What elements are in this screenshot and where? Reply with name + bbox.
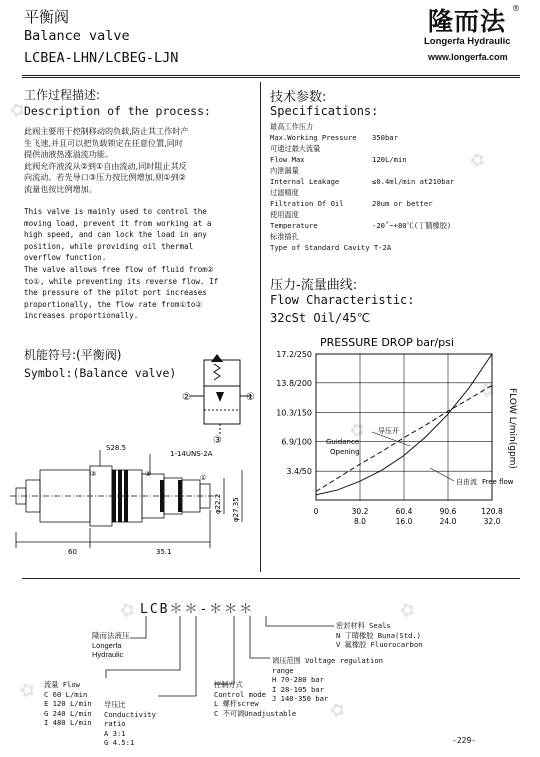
flow-condition: 32cSt Oil/45℃ (270, 311, 371, 325)
title-en: Balance valve (24, 28, 130, 44)
order-control-option: L 螺杆screw (214, 699, 259, 708)
cartridge-drawing (10, 440, 260, 560)
spec-cn: 过滤精度 (270, 188, 299, 197)
order-brand-cn: 隆而法液压 (92, 631, 130, 640)
process-line: 向流动。若先导口③压力按比例增加,则①到② (24, 172, 186, 183)
seal-mark (160, 480, 164, 512)
order-pressure-option: H 70-280 bar (272, 675, 324, 684)
order-seal-title: 密封材料 Seals (336, 621, 391, 630)
annotation-leader (430, 468, 454, 481)
brand-reg: ® (512, 4, 520, 13)
website: www.longerfa.com (428, 52, 508, 62)
x-tick-label: 120.8 (481, 507, 503, 516)
process-line: to①, while preventing its reverse flow. If (24, 276, 219, 286)
model-code: LCBEA-LHN/LCBEG-LJN (24, 50, 179, 66)
spec-cn: 使用温度 (270, 210, 299, 219)
order-ratio-title-cn: 导压比 (104, 700, 126, 709)
watermark-logo: ✿ (396, 598, 419, 623)
process-line: position, while providing oil thermal (24, 241, 194, 251)
page-number: -229- (452, 736, 477, 745)
order-brand (92, 631, 130, 660)
order-ratio (104, 700, 156, 748)
order-flow-option: G 240 L/min (44, 708, 92, 718)
order-flow-title: 流量 Flow (44, 680, 81, 689)
title-cn: 平衡阀 (24, 8, 70, 26)
process-line: moving load, prevent it from working at a (24, 218, 212, 228)
arrow-icon (211, 354, 223, 362)
x-tick-label: 0 (313, 507, 319, 516)
tree-line (250, 616, 270, 658)
hex-label: S28.5 (106, 444, 127, 452)
x-tick-label-gpm: 16.0 (395, 517, 413, 526)
order-ratio-title-en2: ratio (104, 719, 126, 728)
x-tick-label-gpm: 24.0 (439, 517, 457, 526)
seal-mark (178, 480, 182, 512)
order-pressure-title: 调压范围 Voltage regulation (272, 656, 383, 665)
brand-cn: 隆而法 (428, 7, 507, 36)
port-1-label: ① (246, 392, 255, 403)
flow-chart (260, 328, 530, 538)
order-pressure (272, 656, 383, 704)
order-seals (336, 621, 422, 650)
x-tick-label: 30.2 (351, 507, 369, 516)
order-code: LCB＊＊-＊＊＊ (140, 602, 255, 617)
tree-line (130, 616, 146, 638)
tree-line (266, 616, 334, 626)
order-brand-en1: Longerfa (92, 640, 122, 650)
process-line: 提供油液热涨溢流功能。 (24, 149, 114, 160)
spec-value: ≤0.4ml/min at210bar (372, 177, 455, 186)
spec-cn: 可通过最大流量 (270, 144, 321, 153)
annotation-free-en: Free flow (482, 478, 514, 486)
process-text-cn (24, 126, 246, 196)
order-flow-option: I 480 L/min (44, 718, 92, 727)
annotation-guidance-en2: Opening (330, 448, 360, 456)
spec-value: -20˚~+80℃(丁腈橡胶) (372, 221, 452, 230)
annotation-free-cn: 自由流 (456, 478, 477, 486)
order-brand-en2: Hydraulic (92, 650, 124, 659)
x-tick-label-gpm: 32.0 (483, 517, 501, 526)
order-flow-option: E 120 L/min (44, 699, 92, 708)
process-line: The valve allows free flow of fluid from② (24, 264, 214, 274)
process-line: increases proportionally. (24, 311, 139, 321)
order-pressure-title2: range (272, 665, 294, 675)
process-line: overflow function. (24, 253, 107, 263)
dim-d1: φ22.2 (214, 493, 222, 514)
order-ratio-option: A 3:1 (104, 728, 126, 738)
y-tick-label: 3.4/50 (286, 467, 312, 477)
watermark-logo: ✿ (116, 598, 139, 623)
watermark-logo: ✿ (6, 98, 29, 123)
valve-symbol (180, 350, 260, 445)
x-tick-label-gpm: 8.0 (354, 517, 366, 526)
process-line: high speed, and can lock the load in any (24, 230, 207, 240)
process-line: 此阀允许液流从②到①自由流动,同时阻止其反 (24, 160, 187, 171)
chart-ylabel-right: FLOW L/min(gpm) (507, 388, 517, 469)
dim-d2: φ27.35 (232, 497, 240, 522)
annotation-guidance-cn: 导压开 (378, 427, 399, 435)
specs-title-cn: 技术参数: (270, 90, 327, 105)
x-tick-label: 90.6 (439, 507, 457, 516)
y-tick-label: 10.3/150 (276, 408, 312, 418)
port-2-label: ② (182, 392, 191, 403)
process-line: This valve is mainly used to control the (24, 207, 207, 216)
port-label: ③ (90, 470, 97, 478)
flow-title-en: Flow Characteristic: (270, 293, 415, 307)
x-tick-label: 60.4 (395, 507, 413, 516)
specs-title-en: Specifications: (270, 104, 379, 118)
spec-value: 20um or better (372, 199, 433, 208)
thread-hatch (124, 470, 128, 522)
flow-title-cn: 压力-流量曲线: (270, 278, 358, 293)
spec-cn: 内泄漏量 (270, 166, 299, 175)
order-control-title-en: Control mode (214, 689, 266, 699)
symbol-title-en: Symbol:(Balance valve) (24, 366, 177, 380)
chart-title: PRESSURE DROP bar/psi (320, 336, 454, 349)
port-label: ② (145, 470, 152, 478)
y-tick-label: 17.2/250 (276, 350, 312, 359)
check-icon (216, 392, 224, 402)
spec-en: Internal Leakage (270, 177, 340, 186)
order-control-option: C 不可调Unadjustable (214, 708, 297, 718)
order-control-title-cn: 控制方式 (214, 680, 243, 689)
spec-en: Flow Max (270, 155, 305, 164)
spec-en: Type of Standard Cavity T-2A (270, 243, 392, 252)
thread-hatch (118, 470, 122, 522)
brand-en: Longerfa Hydraulic (424, 36, 511, 47)
process-line: proportionally, the flow rate from①to② (24, 299, 203, 309)
process-line: the pressure of the pilot port increases (24, 288, 207, 298)
thread-hatch (112, 470, 116, 522)
order-divider (22, 578, 520, 579)
process-title-cn: 工作过程描述: (24, 88, 101, 102)
order-seal-option: N 丁睛橡胶 Buna(Std.) (336, 630, 422, 640)
order-pressure-option: J 140-350 bar (272, 694, 329, 703)
watermark-logo: ✿ (476, 378, 499, 403)
process-line: 此阀主要用于控制移动的负载,防止其工作时产 (24, 126, 189, 136)
order-flow-option: C 60 L/min (44, 689, 88, 699)
brand-logo (420, 2, 530, 68)
order-ratio-title-en1: Conductivity (104, 709, 156, 719)
header-divider (22, 75, 520, 76)
spec-en: Temperature (270, 221, 318, 230)
process-line: 生飞速,并且可以把负载锁定在任意位置,同时 (24, 137, 183, 148)
spec-cn: 标准插孔 (270, 232, 299, 241)
process-text-en (24, 206, 246, 322)
annotation-guidance-en: Guidance (326, 438, 360, 446)
watermark-logo: ✿ (16, 678, 39, 703)
dim-len1: 60 (68, 548, 77, 556)
spec-value: 120L/min (372, 155, 407, 164)
port-3-label: ③ (213, 435, 222, 445)
symbol-title-cn: 机能符号:(平衡阀) (24, 348, 122, 362)
tree-line (158, 616, 196, 696)
watermark-logo: ✿ (466, 148, 489, 173)
process-line: 流量也按比例增加。 (24, 183, 97, 194)
port-label: ① (200, 474, 207, 482)
thread-label: 1-14UNS-2A (170, 450, 213, 458)
order-seal-option: V 氟橡胶 Fluorocarbon (336, 640, 423, 649)
watermark-logo: ✿ (346, 418, 369, 443)
watermark-logo: ✿ (326, 698, 349, 723)
y-tick-label: 13.8/200 (276, 378, 312, 388)
header-divider-2 (22, 77, 520, 78)
spec-value: 350bar (372, 133, 398, 142)
order-ratio-option: G 4.5:1 (104, 738, 135, 747)
spring-icon (214, 364, 220, 380)
spec-en: Max.Working Pressure (270, 133, 357, 142)
order-pressure-option: I 28-105 bar (272, 684, 324, 694)
dim-len2: 35.1 (156, 548, 172, 556)
order-flow (44, 680, 92, 728)
process-title-en: Description of the process: (24, 104, 211, 118)
spec-en: Filtration Of Oil (270, 199, 344, 208)
y-tick-label: 6.9/100 (281, 437, 312, 447)
spec-cn: 最高工作压力 (270, 122, 314, 131)
tree-line (214, 616, 234, 684)
